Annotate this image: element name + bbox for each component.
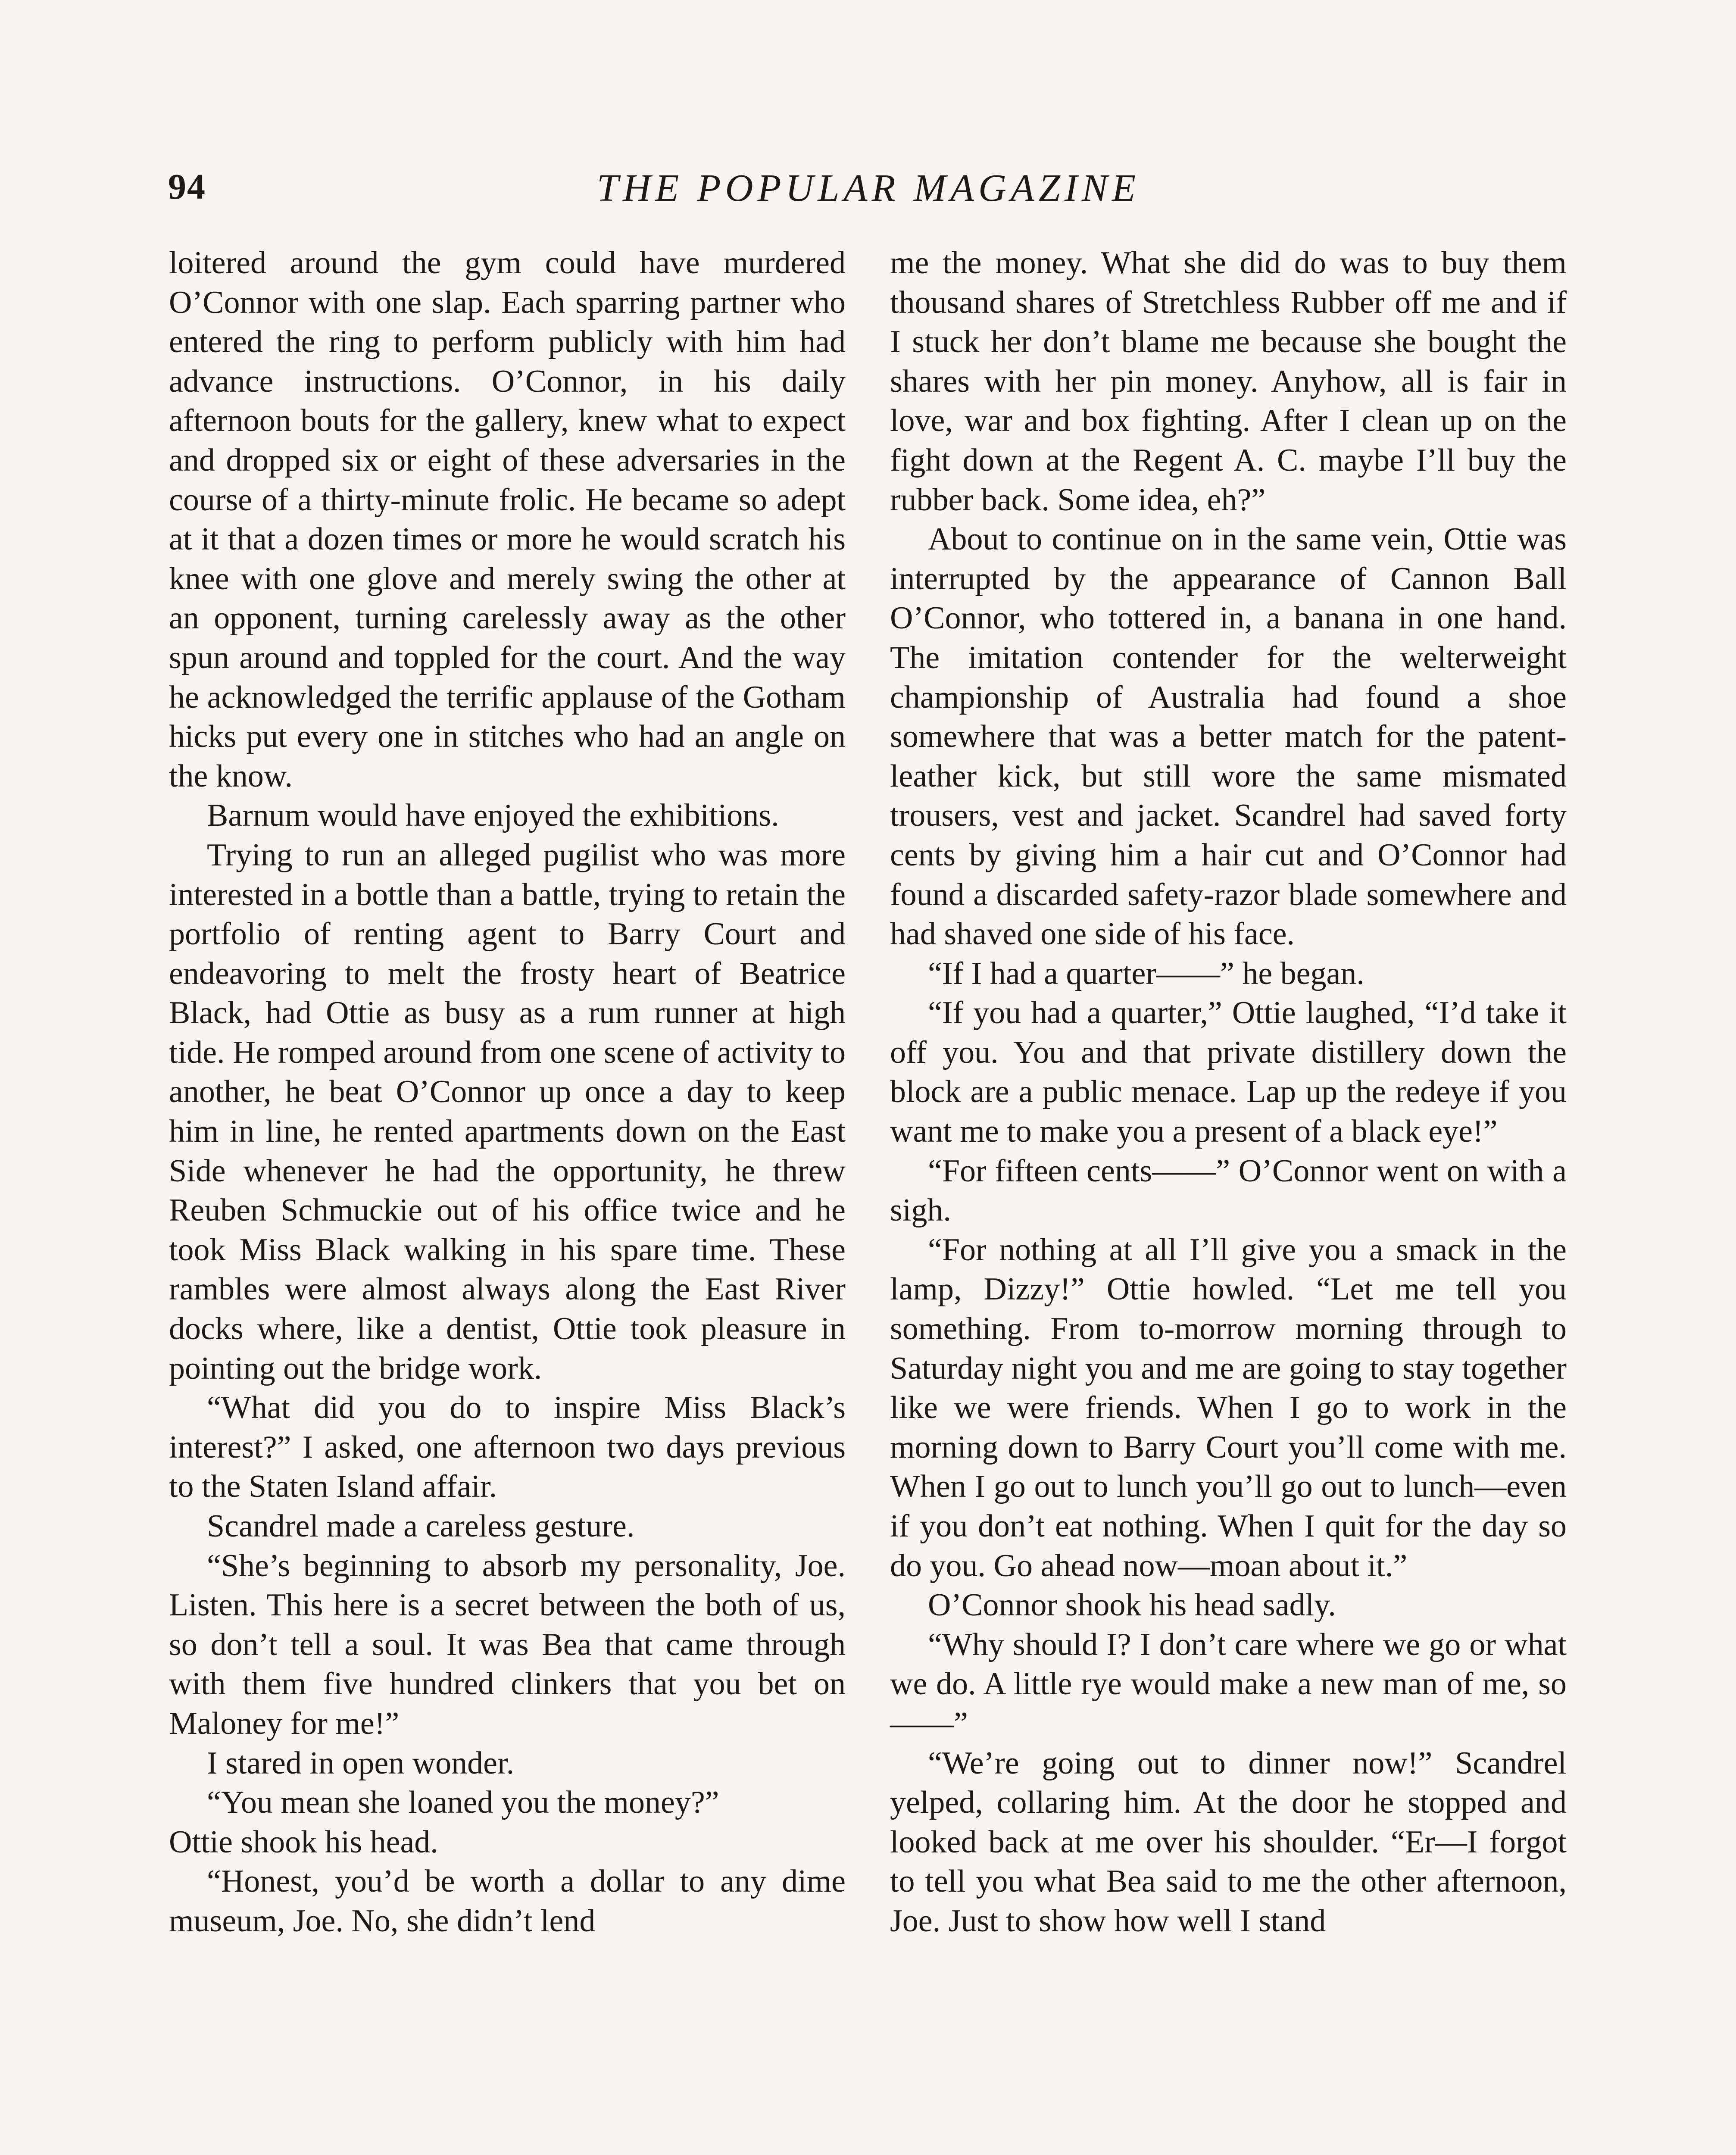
running-title: THE POPULAR MAGAZINE bbox=[597, 167, 1140, 209]
paragraph: About to continue on in the same vein, Ottie was interrupted by the appearance of Cannon Ball O’Connor, who tottered in, a banana in one hand. The imitation contender for the welterweight championship of Australia had found a shoe somewhere that was a better match for the patent-leather kick, but still wore the same mismated trousers, vest and jacket. Scandrel had saved forty cents by giving him a hair cut and O’Connor had found a discarded safety-razor blade somewhere and had shaved one side of his face. bbox=[890, 522, 1567, 952]
paragraph: Trying to run an alleged pugilist who was more interested in a bottle than a battle, trying to retain the portfolio of renting agent to Barry Court and endeavoring to melt the frosty heart of Beatrice Black, had Ottie as busy as a rum runner at high tide. He romped around from one scene of activity to another, he beat O’Connor up once a day to keep him in line, he rented apartments down on the East Side whenever he had the opportunity, he threw Reuben Schmuckie out of his office twice and he took Miss Black walking in his spare time. These rambles were almost always along the East River docks where, like a dentist, Ottie took pleasure in pointing out the bridge work. bbox=[169, 837, 846, 1386]
paragraph: “For fifteen cents——” O’Connor went on with a sigh. bbox=[890, 1153, 1567, 1228]
paragraph: Ottie shook his head. bbox=[169, 1824, 438, 1860]
page-header bbox=[168, 166, 1569, 222]
right-text-column bbox=[890, 244, 1567, 1941]
paragraph: “You mean she loaned you the money?” bbox=[207, 1785, 719, 1821]
paragraph: “What did you do to inspire Miss Black’s interest?” I asked, one afternoon two days previous to the Staten Island affair. bbox=[169, 1390, 846, 1505]
paragraph: Barnum would have enjoyed the exhibitions. bbox=[207, 798, 779, 834]
paragraph: I stared in open wonder. bbox=[207, 1745, 515, 1781]
paragraph: “Why should I? I don’t care where we go or what we do. A little rye would make a new man of me, so——” bbox=[890, 1627, 1567, 1741]
paragraph: “For nothing at all I’ll give you a smack in the lamp, Dizzy!” Ottie howled. “Let me tell you something. From to-morrow morning through to Saturday night you and me are going to stay together like we were friends. When I go to work in the morning down to Barry Court you’ll come with me. When I go out to lunch you’ll go out to lunch—even if you don’t eat nothing. When I quit for the day so do you. Go ahead now—moan about it.” bbox=[890, 1232, 1567, 1583]
paragraph: “If I had a quarter——” he began. bbox=[928, 956, 1364, 991]
page-number: 94 bbox=[168, 167, 206, 207]
paragraph: “Honest, you’d be worth a dollar to any dime museum, Joe. No, she didn’t lend bbox=[169, 1864, 846, 1939]
paragraph: “If you had a quarter,” Ottie laughed, “I’d take it off you. You and that private distillery down the block are a public menace. Lap up the redeye if you want me to make you a present of a black eye!” bbox=[890, 995, 1567, 1149]
paragraph: “We’re going out to dinner now!” Scandrel yelped, collaring him. At the door he stopped and looked back at me over his shoulder. “Er—I forgot to tell you what Bea said to me the other afternoon, Joe. Just to show how well I stand bbox=[890, 1745, 1567, 1939]
paragraph: “She’s beginning to absorb my personality, Joe. Listen. This here is a secret between the both of us, so don’t tell a soul. It was Bea that came through with them five hundred clinkers that you bet on Maloney for me!” bbox=[169, 1548, 846, 1741]
paragraph: Scandrel made a careless gesture. bbox=[207, 1508, 635, 1544]
left-text-column bbox=[169, 244, 846, 1941]
paragraph: me the money. What she did do was to buy them thousand shares of Stretchless Rubber off me and if I stuck her don’t blame me because she bought the shares with her pin money. Anyhow, all is fair in love, war and box fighting. After I clean up on the fight down at the Regent A. C. maybe I’ll buy the rubber back. Some idea, eh?” bbox=[890, 245, 1567, 518]
paragraph: O’Connor shook his head sadly. bbox=[928, 1587, 1336, 1623]
paragraph: loitered around the gym could have murdered O’Connor with one slap. Each sparring partner who entered the ring to perform publicly with him had advance instructions. O’Connor, in his daily afternoon bouts for the gallery, knew what to expect and dropped six or eight of these adversaries in the course of a thirty-minute frolic. He became so adept at it that a dozen times or more he would scratch his knee with one glove and merely swing the other at an opponent, turning carelessly away as the other spun around and toppled for the court. And the way he acknowledged the terrific applause of the Gotham hicks put every one in stitches who had an angle on the know. bbox=[169, 245, 846, 794]
